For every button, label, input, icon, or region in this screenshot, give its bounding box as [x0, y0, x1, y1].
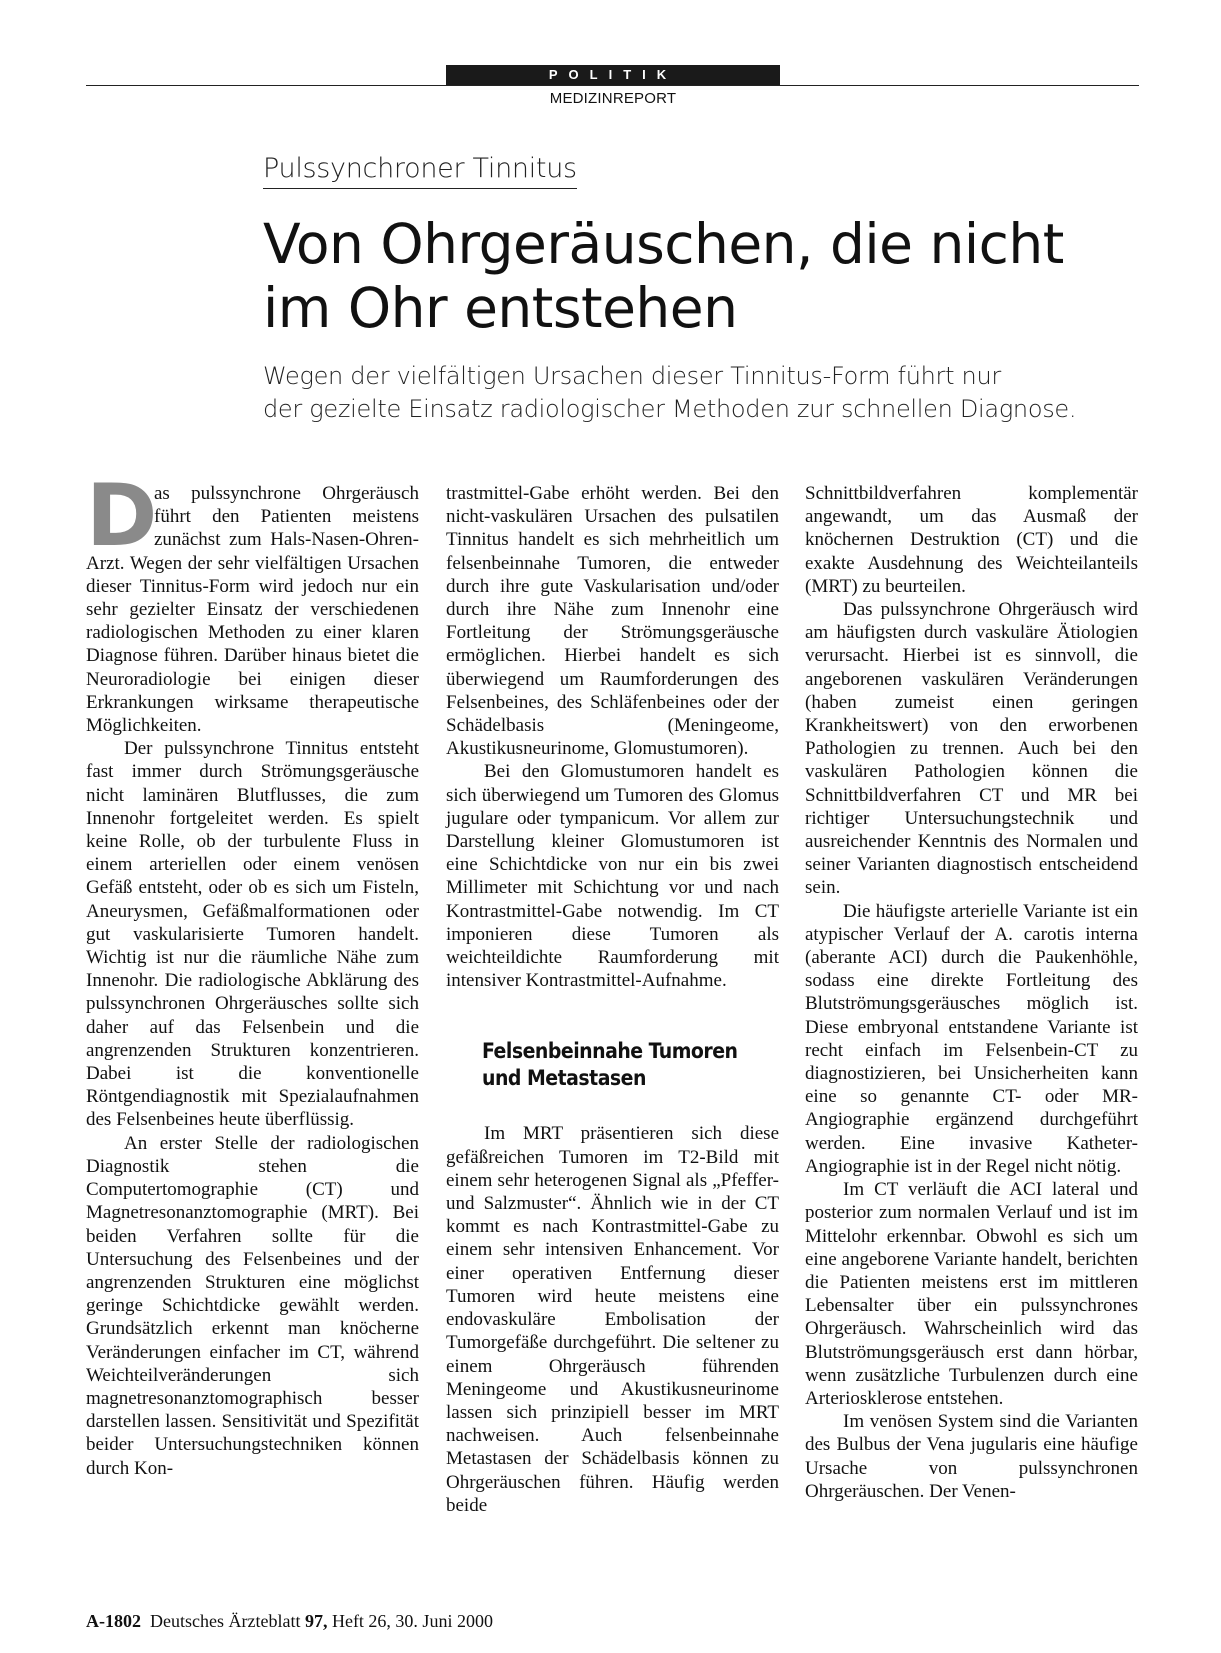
- page-footer: [86, 1611, 493, 1632]
- header-rule: [86, 85, 1139, 86]
- paragraph: Der pulssynchrone Tinnitus entsteht fast immer durch Strömungsgeräusche nicht laminären Blutflusses, die zum Innenohr fortgeleitet werden. Es spielt keine Rolle, ob der turbulente Fluss in einem arteriellen oder einem venösen Gefäß entsteht, oder ob es sich um Fisteln, Aneurysmen, Gefäßmalformationen oder gut vaskularisierte Tumoren handelt. Wichtig ist nur die räumliche Nähe zum Innenohr. Die radiologische Abklärung des pulssynchronen Ohrgeräusches sollte sich daher auf das Felsenbein und die angrenzenden Strukturen konzentrieren. Dabei ist die konventionelle Röntgendiagnostik mit Spezialaufnahmen des Felsenbeines heute überflüssig.: [86, 738, 419, 1131]
- article-headline: [263, 212, 1163, 340]
- subheading-line-1: Felsenbeinnahe Tumoren: [482, 1039, 738, 1064]
- journal-volume: 97,: [304, 1611, 328, 1631]
- journal-name: Deutsches Ärzteblatt: [150, 1611, 301, 1631]
- paragraph: Im venösen System sind die Varianten des Bulbus der Vena jugularis eine häufige Ursache von pulssynchronen Ohrgeräuschen. Der Venen-: [805, 1411, 1138, 1502]
- issue-info: Heft 26, 30. Juni 2000: [331, 1611, 493, 1631]
- paragraph: Das pulssynchrone Ohrgeräusch wird am häufigsten durch vaskuläre Ätiologien verursacht. Hierbei ist es sinnvoll, die angeborenen vaskulären Veränderungen (haben zumeist einen geringen Krankheitswert) von den erworbenen Pathologien zu trennen. Auch bei den vaskulären Pathologien können die Schnittbildverfahren CT und MR bei richtiger Untersuchungstechnik und ausreichender Kenntnis des Normalen und seiner Varianten diagnostisch entscheidend sein.: [805, 599, 1138, 899]
- paragraph: An erster Stelle der radiologischen Diagnostik stehen die Computertomographie (CT) und Magnetresonanztomographie (MRT). Bei beiden Verfahren sollte für die Untersuchung des Felsenbeines und der angrenzenden Strukturen eine möglichst geringe Schichtdicke gewählt werden. Grundsätzlich erkennt man knöcherne Veränderungen einfacher im CT, während Weichteilveränderungen sich magnetresonanztomographisch besser darstellen lassen. Sensitivität und Spezifität beider Untersuchungstechniken können durch Kon-: [86, 1132, 419, 1479]
- headline-line-1: Von Ohrgeräuschen, die nicht: [263, 212, 1064, 276]
- paragraph: Im CT verläuft die ACI lateral und posterior zum normalen Verlauf und ist im Mittelohr erkennbar. Obwohl es sich um eine angeborene Variante handelt, berichten die Patienten meistens erst im mittleren Lebensalter über ein pulssynchrones Ohrgeräusch. Wahrscheinlich wird das Blutströmungsgeräusch erst dann hörbar, wenn zusätzliche Turbulenzen durch eine Arteriosklerose entstehen.: [805, 1179, 1138, 1409]
- standfirst-line-2: der gezielte Einsatz radiologischer Methoden zur schnellen Diagnose.: [263, 395, 1077, 423]
- paragraph: Die häufigste arterielle Variante ist ein atypischer Verlauf der A. carotis interna (aberante ACI) durch die Paukenhöhle, sodass eine direkte Fortleitung des Blutströmungsgeräusches möglich ist. Diese embryonal entstandene Variante ist recht einfach im Felsenbein-CT zu diagnostizieren, bei Unsicherheiten kann eine so genannte CT- oder MR-Angiographie ergänzend durchgeführt werden. Eine invasive Katheter-Angiographie ist in der Regel nicht nötig.: [805, 900, 1138, 1177]
- article-standfirst: [263, 360, 1163, 426]
- section-label: POLITIK: [446, 65, 780, 85]
- column-1: [86, 466, 419, 1480]
- paragraph: [86, 466, 419, 737]
- section-subheading: [482, 1038, 779, 1092]
- column-2: [446, 482, 779, 1517]
- column-3: [805, 482, 1138, 1503]
- subsection-label: MEDIZINREPORT: [549, 90, 677, 107]
- drop-cap: D: [86, 466, 158, 566]
- headline-line-2: im Ohr entstehen: [263, 276, 738, 340]
- paragraph: Schnittbildverfahren komplementär angewandt, um das Ausmaß der knöchernen Destruktion (CT) und die exakte Ausdehnung des Weichteilanteils (MRT) zu beurteilen.: [805, 483, 1138, 597]
- paragraph: trastmittel-Gabe erhöht werden. Bei den nicht-vaskulären Ursachen des pulsatilen Tinnitus handelt es sich mehrheitlich um felsenbeinnahe Tumoren, die entweder durch ihre gute Vaskularisation und/oder durch ihre Nähe zum Innenohr eine Fortleitung der Strömungsgeräusche ermöglichen. Hierbei handelt es sich überwiegend um Raumforderungen des Felsenbeines, des Schläfenbeines oder der Schädelbasis (Meningeome, Akustikusneurinome, Glomustumoren).: [446, 483, 779, 760]
- paragraph-text: as pulssynchrone Ohrgeräusch führt den Patienten meistens zunächst zum Hals-Nasen-Ohren-Arzt. Wegen der sehr vielfältigen Ursachen dieser Tinnitus-Form wird jedoch nur ein sehr gezielter Einsatz der verschiedenen radiologischen Methoden zu einer klaren Diagnose führen. Darüber hinaus bietet die Neuroradiologie bei einigen dieser Erkrankungen wirksame therapeutische Möglichkeiten.: [86, 483, 419, 737]
- standfirst-line-1: Wegen der vielfältigen Ursachen dieser Tinnitus-Form führt nur: [263, 362, 1001, 390]
- page-number: A-1802: [86, 1611, 141, 1631]
- article-kicker: Pulssynchroner Tinnitus: [263, 153, 577, 189]
- subheading-line-2: und Metastasen: [482, 1066, 646, 1091]
- paragraph: Im MRT präsentieren sich diese gefäßreichen Tumoren im T2-Bild mit einem sehr heterogenen Signal als „Pfeffer- und Salzmuster“. Ähnlich wie in der CT kommt es nach Kontrastmittel-Gabe zu einem sehr intensiven Enhancement. Vor einer operativen Entfernung dieser Tumoren wird heute meistens eine endovaskuläre Embolisation der Tumorgefäße durchgeführt. Die seltener zu einem Ohrgeräusch führenden Meningeome und Akustikusneurinome lassen sich prinzipiell besser im MRT nachweisen. Auch felsenbeinnahe Metastasen der Schädelbasis können zu Ohrgeräuschen führen. Häufig werden beide: [446, 1123, 779, 1516]
- paragraph: Bei den Glomustumoren handelt es sich überwiegend um Tumoren des Glomus jugulare oder tympanicum. Vor allem zur Darstellung kleiner Glomustumoren ist eine Schichtdicke von nur ein bis zwei Millimeter mit Schichtung vor und nach Kontrastmittel-Gabe notwendig. Im CT imponieren diese Tumoren als weichteildichte Raumforderung mit intensiver Kontrastmittel-Aufnahme.: [446, 761, 779, 992]
